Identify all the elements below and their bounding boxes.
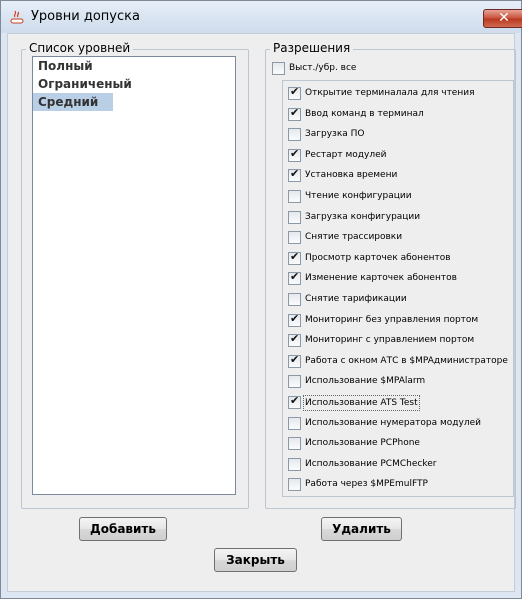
level-item[interactable]: Средний bbox=[33, 93, 113, 111]
permission-checkbox[interactable] bbox=[288, 148, 518, 162]
checkbox-box[interactable] bbox=[288, 375, 301, 388]
permission-label: Использование PCPhone bbox=[305, 438, 420, 449]
close-icon: ✕ bbox=[498, 10, 510, 26]
permission-label: Снятие тарификации bbox=[305, 294, 407, 304]
permission-checkbox[interactable] bbox=[288, 168, 518, 182]
permission-checkbox[interactable] bbox=[288, 127, 518, 141]
permission-checkbox[interactable] bbox=[288, 333, 518, 347]
permission-checkbox[interactable] bbox=[288, 292, 518, 306]
permission-checkbox[interactable] bbox=[288, 416, 518, 430]
checkbox-box[interactable] bbox=[288, 108, 301, 121]
permission-label: Использование ATS Test bbox=[303, 395, 420, 411]
checkbox-box[interactable] bbox=[288, 334, 301, 347]
permission-checkbox[interactable] bbox=[288, 457, 518, 471]
checkbox-box[interactable] bbox=[288, 293, 301, 306]
checkbox-box[interactable] bbox=[288, 149, 301, 162]
checkbox-box[interactable] bbox=[288, 272, 301, 285]
checkbox-box[interactable] bbox=[288, 437, 301, 450]
close-button[interactable]: Закрыть bbox=[214, 548, 297, 572]
select-all-box[interactable] bbox=[272, 62, 285, 75]
permission-label: Установка времени bbox=[305, 170, 398, 181]
permission-label: Ввод команд в терминал bbox=[305, 108, 424, 119]
checkbox-box[interactable] bbox=[288, 169, 301, 182]
permission-checkbox[interactable] bbox=[288, 395, 518, 409]
permission-checkbox[interactable] bbox=[288, 271, 518, 285]
window-title: Уровни допуска bbox=[31, 9, 140, 24]
permission-checkbox[interactable] bbox=[288, 251, 518, 265]
permission-label: Изменение карточек абонентов bbox=[305, 273, 457, 284]
checkbox-box[interactable] bbox=[288, 396, 301, 409]
delete-button[interactable]: Удалить bbox=[321, 517, 402, 541]
permission-label: Загрузка конфигурации bbox=[305, 211, 421, 222]
checkbox-box[interactable] bbox=[288, 478, 301, 491]
permission-label: Мониторинг без управления портом bbox=[305, 314, 479, 325]
permission-label: Мониторинг с управлением портом bbox=[305, 335, 475, 346]
permission-checkbox[interactable] bbox=[288, 107, 518, 121]
permission-checkbox[interactable] bbox=[288, 230, 518, 244]
checkbox-box[interactable] bbox=[288, 355, 301, 368]
levels-list[interactable] bbox=[32, 56, 236, 495]
permission-checkbox[interactable] bbox=[288, 354, 518, 368]
checkbox-box[interactable] bbox=[288, 458, 301, 471]
permission-label: Рестарт модулей bbox=[305, 149, 387, 160]
select-all-label: Выст./убр. все bbox=[289, 63, 357, 73]
permission-label: Работа через $MPEmulFTP bbox=[305, 479, 428, 490]
title-bar[interactable] bbox=[1, 1, 521, 33]
levels-group-title: Список уровней bbox=[26, 41, 133, 55]
permission-label: Использование PCMChecker bbox=[305, 458, 437, 469]
select-all-checkbox[interactable] bbox=[272, 61, 502, 75]
permission-checkbox[interactable] bbox=[288, 189, 518, 203]
permission-label: Чтение конфигурации bbox=[305, 191, 412, 201]
level-item[interactable]: Полный bbox=[38, 59, 93, 73]
permission-checkbox[interactable] bbox=[288, 374, 518, 388]
checkbox-box[interactable] bbox=[288, 87, 301, 100]
checkbox-box[interactable] bbox=[288, 190, 301, 203]
add-button[interactable]: Добавить bbox=[79, 517, 167, 541]
permission-label: Использование нумератора модулей bbox=[305, 417, 481, 428]
java-app-icon bbox=[10, 10, 24, 25]
permission-checkbox[interactable] bbox=[288, 210, 518, 224]
checkbox-box[interactable] bbox=[288, 231, 301, 244]
permission-label: Открытие терминалала для чтения bbox=[305, 88, 475, 98]
checkbox-box[interactable] bbox=[288, 128, 301, 141]
permission-label: Загрузка ПО bbox=[305, 129, 365, 140]
permission-checkbox[interactable] bbox=[288, 477, 518, 491]
close-window-button[interactable] bbox=[483, 9, 522, 28]
permission-checkbox[interactable] bbox=[288, 436, 518, 450]
permission-checkbox[interactable] bbox=[288, 313, 518, 327]
permissions-panel bbox=[282, 80, 514, 497]
permissions-group-title: Разрешения bbox=[270, 41, 353, 55]
permission-label: Использование $MPAlarm bbox=[305, 376, 426, 387]
checkbox-box[interactable] bbox=[288, 252, 301, 265]
permission-label: Работа с окном АТС в $MPAдминистраторе bbox=[305, 355, 508, 366]
level-item[interactable]: Ограниченый bbox=[38, 77, 132, 91]
checkbox-box[interactable] bbox=[288, 417, 301, 430]
permission-label: Снятие трассировки bbox=[305, 232, 403, 243]
permission-label: Просмотр карточек абонентов bbox=[305, 252, 451, 263]
checkbox-box[interactable] bbox=[288, 211, 301, 224]
checkbox-box[interactable] bbox=[288, 314, 301, 327]
permission-checkbox[interactable] bbox=[288, 86, 518, 100]
